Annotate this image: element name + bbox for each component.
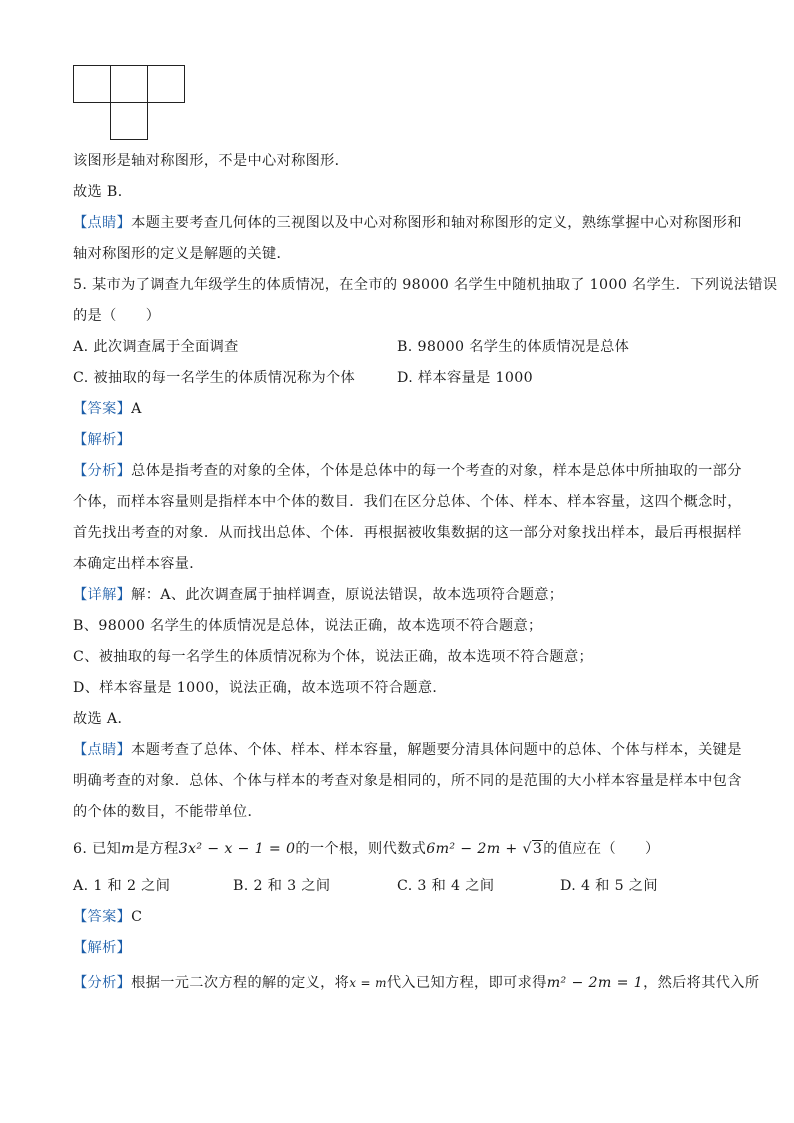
q5-choice: 故选 A．: [73, 711, 133, 727]
net-square-2: [111, 66, 148, 103]
answer-tag: 【答案】: [73, 909, 132, 925]
q5-analysis-line4: 本确定出样本容量．: [73, 556, 204, 572]
q6-jiexi-tag: 【解析】: [73, 940, 132, 956]
q5-options-row1: [73, 337, 753, 357]
q5-option-b: B. 98000 名学生的体质情况是总体: [397, 339, 630, 355]
net-square-1: [74, 66, 111, 103]
q5-answer: 【答案】A: [73, 401, 142, 417]
sqrt-symbol: √3: [522, 841, 543, 857]
prev-conclusion: 该图形是轴对称图形，不是中心对称图形．: [73, 153, 350, 169]
q5-option-d: D. 样本容量是 1000: [397, 370, 533, 386]
q6-stem: 6. 已知m是方程3x² − x − 1 = 0的一个根，则代数式6m² − 2m + √3的值应在（ ）: [73, 841, 660, 857]
q5-detail-line3: C、被抽取的每一名学生的体质情况称为个体，说法正确，故本选项不符合题意；: [73, 649, 594, 665]
q5-stem: 5. 某市为了调查九年级学生的体质情况，在全市的 98000 名学生中随机抽取了 1000 名学生．下列说法错误: [73, 277, 778, 293]
q6-option-a: A. 1 和 2 之间: [73, 878, 171, 894]
net-figure: [73, 65, 185, 140]
comment-tag: 【点睛】: [73, 215, 132, 231]
prev-choice: 故选 B．: [73, 184, 133, 200]
expression: 6m² − 2m +: [426, 841, 523, 857]
answer-tag: 【答案】: [73, 401, 132, 417]
q6-analysis: 【分析】根据一元二次方程的解的定义，将x = m代入已知方程，即可求得m² − 2m = 1，然后将其代入所: [73, 975, 760, 991]
q5-comment-line3: 的个体的数目，不能带单位．: [73, 804, 262, 820]
q5-comment-line2: 明确考查的对象．总体、个体与样本的考查对象是相同的，所不同的是范围的大小样本容量是样本中包含: [73, 773, 742, 789]
variable-m: m: [121, 841, 135, 857]
prev-comment: 【点睛】本题主要考查几何体的三视图以及中心对称图形和轴对称图形的定义，熟练掌握中心对称图形和: [73, 215, 742, 231]
analysis-tag: 【分析】: [73, 463, 132, 479]
q5-analysis-line2: 个体，而样本容量则是指样本中个体的数目．我们在区分总体、个体、样本、样本容量，这四个概念时，: [73, 494, 742, 510]
q5-options-row2: [73, 368, 753, 388]
q5-stem-cont: 的是（ ）: [73, 308, 161, 324]
q6-option-b: B. 2 和 3 之间: [233, 878, 331, 894]
q5-jiexi-tag: 【解析】: [73, 432, 132, 448]
q5-detail-line2: B、98000 名学生的体质情况是总体，说法正确，故本选项不符合题意；: [73, 618, 543, 634]
net-square-3: [148, 66, 185, 103]
q6-option-c: C. 3 和 4 之间: [397, 878, 495, 894]
comment-tag: 【点睛】: [73, 742, 132, 758]
detail-tag: 【详解】: [73, 587, 132, 603]
q5-detail-line4: D、样本容量是 1000，说法正确，故本选项不符合题意．: [73, 680, 447, 696]
q5-detail: 【详解】解：A、此次调查属于抽样调查，原说法错误，故本选项符合题意；: [73, 587, 564, 603]
q5-analysis-line3: 首先找出考查的对象．从而找出总体、个体．再根据被收集数据的这一部分对象找出样本，最后再根据样: [73, 525, 742, 541]
q5-comment: 【点睛】本题考查了总体、个体、样本、样本容量，解题要分清具体问题中的总体、个体与样本，关键是: [73, 742, 742, 758]
prev-comment-cont: 轴对称图形的定义是解题的关键．: [73, 246, 292, 262]
q5-option-c: C. 被抽取的每一名学生的体质情况称为个体: [73, 370, 356, 386]
q6-answer: 【答案】C: [73, 909, 143, 925]
q6-options-row: [73, 876, 753, 896]
net-square-4: [111, 103, 148, 140]
analysis-tag: 【分析】: [73, 975, 132, 991]
q6-option-d: D. 4 和 5 之间: [560, 878, 658, 894]
q5-option-a: A. 此次调查属于全面调查: [73, 339, 239, 355]
equation: 3x² − x − 1 = 0: [178, 841, 296, 857]
q5-analysis: 【分析】总体是指考查的对象的全体，个体是总体中的每一个考查的对象，样本是总体中所抽取的一部分: [73, 463, 742, 479]
